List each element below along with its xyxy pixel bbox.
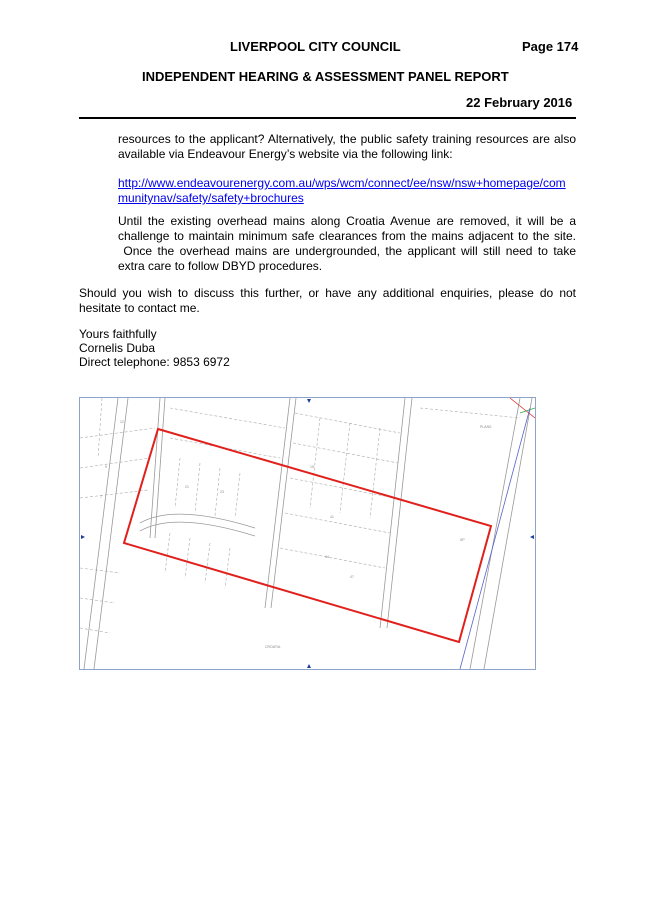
- svg-text:SP: SP: [460, 538, 465, 542]
- header-date: 22 February 2016: [466, 95, 573, 110]
- svg-text:9: 9: [105, 465, 107, 469]
- header-org: LIVERPOOL CITY COUNCIL: [230, 39, 401, 54]
- paragraph-contact: Should you wish to discuss this further, or have any additional enquiries, please do not hesitate to contact me.: [79, 286, 576, 315]
- safety-brochures-link[interactable]: [118, 176, 578, 206]
- svg-text:15: 15: [310, 465, 314, 469]
- closing-line: Yours faithfully: [79, 327, 157, 341]
- header-report-title: INDEPENDENT HEARING & ASSESSMENT PANEL REPORT: [142, 69, 509, 84]
- svg-text:12: 12: [120, 420, 124, 424]
- svg-text:47: 47: [350, 575, 354, 579]
- direct-telephone: Direct telephone: 9853 6972: [79, 355, 230, 369]
- svg-text:CROATIA: CROATIA: [265, 645, 281, 649]
- cadastral-map-drawing: [80, 398, 535, 669]
- svg-text:41: 41: [330, 515, 334, 519]
- header-rule: [79, 117, 576, 119]
- paragraph-overhead-mains: Until the existing overhead mains along Croatia Avenue are removed, it will be a challenge to maintain minimum safe clearances from the mains adjacent to the site. Once the overhead mains are undergrounded, the applicant will still need to take extra care to follow DBYD procedures.: [118, 214, 576, 273]
- header-page-number: Page 174: [522, 39, 579, 54]
- svg-text:23: 23: [220, 490, 224, 494]
- svg-text:PLANS: PLANS: [480, 425, 492, 429]
- svg-text:7: 7: [100, 495, 102, 499]
- signatory-name: Cornelis Duba: [79, 341, 156, 355]
- link-line-2[interactable]: munitynav/safety/safety+brochures: [118, 191, 304, 205]
- site-location-map: [79, 397, 536, 670]
- svg-text:21: 21: [185, 485, 189, 489]
- svg-text:44: 44: [325, 555, 329, 559]
- site-boundary: [124, 429, 491, 642]
- paragraph-training-resources: resources to the applicant? Alternatively, the public safety training resources are also available via Endeavour Energy’s website via the following link:: [118, 132, 576, 161]
- link-line-1[interactable]: http://www.endeavourenergy.com.au/wps/wcm/connect/ee/nsw/nsw+homepage/com: [118, 176, 566, 190]
